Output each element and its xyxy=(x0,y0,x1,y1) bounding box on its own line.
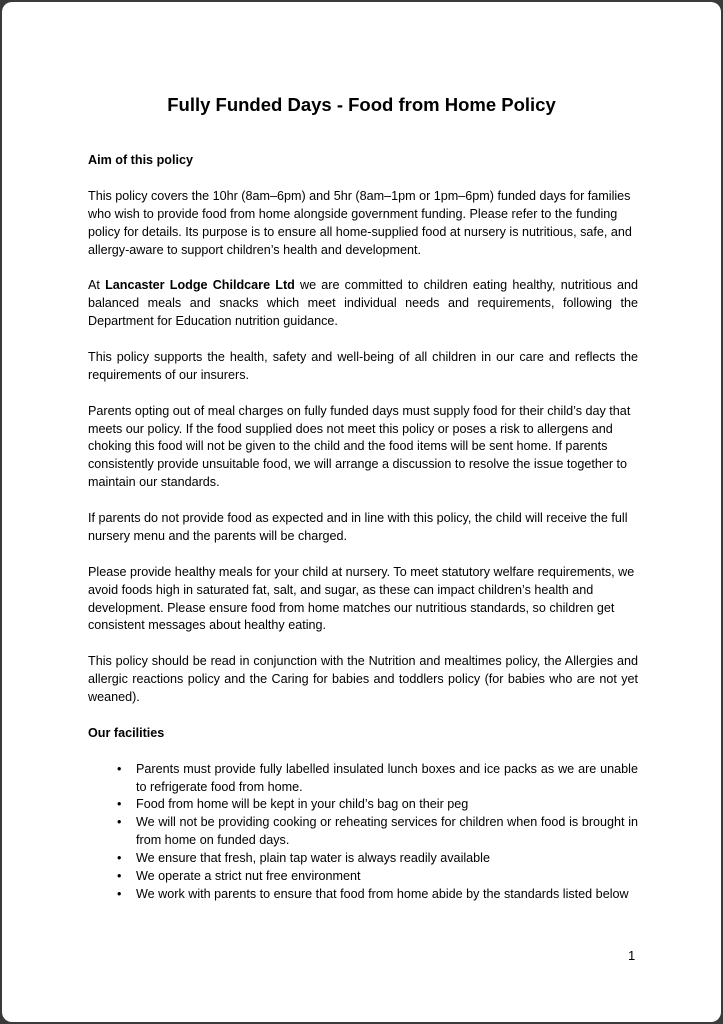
bullet-icon: • xyxy=(117,869,122,884)
list-item-text: Food from home will be kept in your child’s bag on their peg xyxy=(136,797,469,812)
company-name: Lancaster Lodge Childcare Ltd xyxy=(105,278,295,293)
list-item-text: We will not be providing cooking or reheating services for children when food is brought in from home on funded days. xyxy=(136,815,638,848)
no-food-paragraph: If parents do not provide food as expected and in line with this policy, the child will receive the full nursery menu and the parents will be charged. xyxy=(88,511,628,543)
bullet-icon: • xyxy=(117,851,122,866)
list-item xyxy=(88,886,638,904)
document-title: Fully Funded Days - Food from Home Policy xyxy=(167,94,556,115)
bullet-icon: • xyxy=(117,887,122,902)
list-item xyxy=(88,761,638,797)
facilities-heading: Our facilities xyxy=(88,725,165,740)
list-item xyxy=(88,796,638,814)
document-page xyxy=(2,2,721,1022)
document-body xyxy=(88,152,638,904)
page-number: 1 xyxy=(628,948,636,963)
bullet-icon: • xyxy=(117,797,122,812)
commitment-paragraph xyxy=(88,277,638,331)
supports-paragraph: This policy supports the health, safety and well-being of all children in our care and reflects the requirements of our insurers. xyxy=(88,349,638,382)
conjunction-paragraph: This policy should be read in conjunction with the Nutrition and mealtimes policy, the Allergies and allergic reactions policy and the Caring for babies and toddlers policy (for babies who are not yet weaned). xyxy=(88,654,638,705)
bullet-icon: • xyxy=(117,761,122,776)
list-item xyxy=(88,814,638,850)
list-item-text: We work with parents to ensure that food from home abide by the standards listed below xyxy=(136,887,629,902)
aim-paragraph: This policy covers the 10hr (8am–6pm) and 5hr (8am–1pm or 1pm–6pm) funded days for families who wish to provide food from home alongside government funding. Please refer to the funding policy for details. Its purpose is to ensure all home-supplied food at nursery is nutritious, safe, and allergy-aware to support children’s health and development. xyxy=(88,188,632,257)
list-item xyxy=(88,868,638,886)
aim-heading: Aim of this policy xyxy=(88,153,193,167)
bullet-icon: • xyxy=(117,815,122,830)
healthy-meals-paragraph: Please provide healthy meals for your child at nursery. To meet statutory welfare requirements, we avoid foods high in saturated fat, salt, and sugar, as these can impact children’s health and development. Please ensure food from home matches our nutritious standards, so children get consistent messages about healthy eating. xyxy=(88,564,635,633)
list-item xyxy=(88,850,638,868)
list-item-text: We ensure that fresh, plain tap water is always readily available xyxy=(136,851,490,866)
list-item-text: Parents must provide fully labelled insulated lunch boxes and ice packs as we are unable to refrigerate food from home. xyxy=(136,761,638,794)
opting-out-paragraph: Parents opting out of meal charges on fully funded days must supply food for their child’s day that meets our policy. If the food supplied does not meet this policy or poses a risk to allergens and choking this food will not be given to the child and the food items will be sent home. If parents consistently provide unsuitable food, we will arrange a discussion to resolve the issue together to maintain our standards. xyxy=(88,403,631,490)
commitment-suffix: we are committed to children eating healthy, nutritious and balanced meals and snacks which meet individual needs and requirements, following the Department for Education nutrition guidance. xyxy=(88,278,638,329)
facilities-list xyxy=(88,761,638,904)
commitment-prefix: At xyxy=(88,278,106,293)
list-item-text: We operate a strict nut free environment xyxy=(136,869,361,884)
